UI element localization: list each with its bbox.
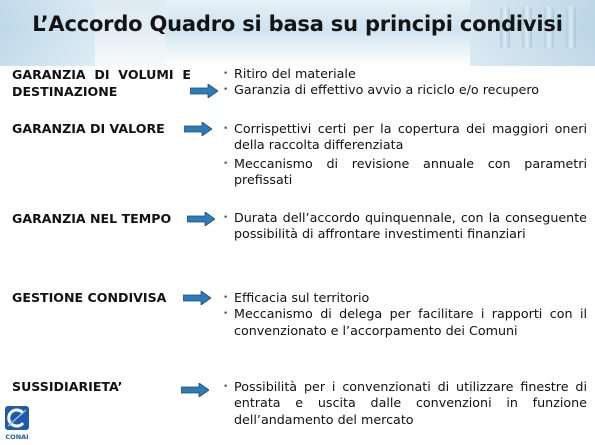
bullet-list-condivisa bbox=[222, 290, 587, 339]
arrow-right-icon bbox=[184, 122, 212, 136]
bullet-item: • Garanzia di effettivo avvio a riciclo e/o recupero bbox=[223, 82, 540, 98]
arrow-right-icon bbox=[181, 383, 209, 397]
bullet-icon: • bbox=[223, 293, 229, 303]
arrow-right-icon bbox=[190, 84, 218, 98]
bullet-item: • Possibilità per i convenzionati di utilizzare finestre di entrata e uscita dalle convenzioni in funzione dell’andamento del mercato bbox=[223, 379, 587, 427]
bullet-icon: • bbox=[223, 85, 229, 96]
bullet-item: • Corrispettivi certi per la copertura dei maggiori oneri della raccolta differenziata bbox=[223, 121, 587, 153]
arrow-right-icon bbox=[187, 212, 215, 226]
bullet-list-volumi bbox=[222, 66, 587, 99]
bullet-list-valore bbox=[222, 121, 587, 189]
slide-title: L’Accordo Quadro si basa su principi condivisi bbox=[32, 12, 563, 36]
row-label-line: GARANZIA DI VOLUMI E bbox=[12, 67, 191, 82]
bullet-item: • Meccanismo di delega per facilitare i rapporti con il convenzionato e l’accorpamento dei Comuni bbox=[223, 306, 587, 338]
bullet-item: • Durata dell’accordo quinquennale, con la conseguente possibilità di affrontare investimenti finanziari bbox=[223, 210, 587, 242]
row-label-volumi bbox=[12, 66, 217, 100]
bullet-icon: • bbox=[223, 382, 229, 392]
bullet-list-tempo bbox=[222, 210, 587, 243]
row-label-sussidiarieta: SUSSIDIARIETA’ bbox=[12, 379, 123, 394]
logo-text: CONAI bbox=[5, 433, 29, 441]
bullet-item: • Ritiro del materiale bbox=[223, 66, 356, 81]
bullet-item: • Efficacia sul territorio bbox=[223, 290, 370, 305]
bullet-icon: • bbox=[223, 309, 229, 320]
arrow-right-icon bbox=[183, 291, 211, 305]
conai-logo bbox=[2, 404, 32, 442]
row-label-tempo: GARANZIA NEL TEMPO bbox=[12, 211, 172, 226]
bullet-list-sussidiarieta bbox=[222, 379, 587, 428]
row-label-condivisa: GESTIONE CONDIVISA bbox=[12, 290, 167, 305]
row-label-valore: GARANZIA DI VALORE bbox=[12, 121, 165, 136]
bullet-icon: • bbox=[223, 213, 229, 223]
bullet-icon: • bbox=[223, 124, 229, 134]
bullet-item: • Meccanismo di revisione annuale con parametri prefissati bbox=[223, 155, 587, 188]
bullet-icon: • bbox=[223, 158, 229, 169]
row-label-line: DESTINAZIONE bbox=[12, 84, 118, 99]
bullet-icon: • bbox=[223, 69, 229, 79]
